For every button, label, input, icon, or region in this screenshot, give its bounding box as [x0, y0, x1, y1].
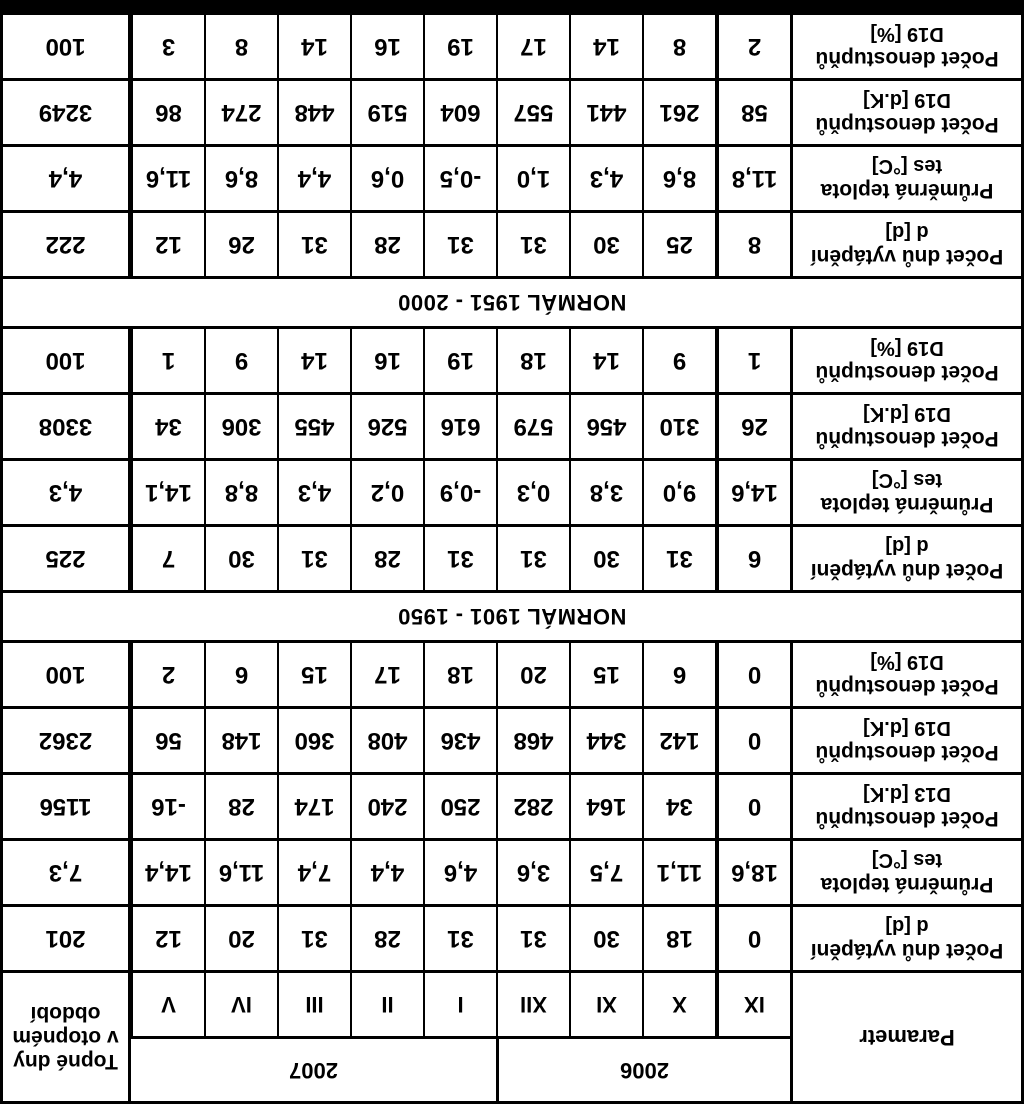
row-label [793, 213, 1021, 276]
table-cell: 616 [425, 395, 496, 458]
table-cell: 456 [571, 395, 642, 458]
row-label-symbol: D19 [d.K] [863, 402, 951, 425]
table-cell: 557 [498, 81, 569, 144]
table-cell: 30 [571, 907, 642, 970]
row-total: 100 [3, 15, 128, 78]
table-cell: 8,6 [206, 147, 277, 210]
row-label-symbol: D13 [d.K] [863, 782, 951, 805]
table-cell: 26 [719, 395, 790, 458]
table-cell: 4,3 [279, 461, 350, 524]
table-cell: 6 [644, 643, 715, 706]
table-cell: 34 [644, 775, 715, 838]
table-cell: 360 [279, 709, 350, 772]
table-cell: 8 [644, 15, 715, 78]
row-label-name: Počet dnů vytápění [810, 245, 1004, 269]
table-cell: 9 [206, 329, 277, 392]
table-cell: 519 [352, 81, 423, 144]
table-cell: 18 [644, 907, 715, 970]
table-cell: 4,4 [279, 147, 350, 210]
row-label-symbol: D19 [d.K] [863, 88, 951, 111]
month-header-xi: XI [571, 973, 642, 1036]
table-cell: 17 [352, 643, 423, 706]
row-total: 7,3 [3, 841, 128, 904]
table-cell: 3 [133, 15, 204, 78]
table-cell: 14 [279, 329, 350, 392]
table-cell: 14,6 [719, 461, 790, 524]
table-cell: 28 [352, 213, 423, 276]
table-cell: 261 [644, 81, 715, 144]
row-total: 4,3 [3, 461, 128, 524]
month-header-ix: IX [719, 973, 790, 1036]
table-cell: 11,1 [644, 841, 715, 904]
table-cell: 30 [206, 527, 277, 590]
row-label [793, 527, 1021, 590]
table-cell: 15 [279, 643, 350, 706]
table-cell: 14,4 [133, 841, 204, 904]
table-cell: 7,5 [571, 841, 642, 904]
table-cell: 11,8 [719, 147, 790, 210]
month-header-v: V [133, 973, 204, 1036]
table-cell: 31 [279, 907, 350, 970]
table-cell: 250 [425, 775, 496, 838]
table-cell: 1 [719, 329, 790, 392]
table-cell: 18 [425, 643, 496, 706]
table-cell: 20 [498, 643, 569, 706]
row-label-symbol: d [d] [885, 534, 929, 557]
row-label [793, 461, 1021, 524]
table-cell: 0 [719, 907, 790, 970]
row-label-symbol: D19 [%] [870, 650, 944, 673]
row-label [793, 329, 1021, 392]
table-cell: 240 [352, 775, 423, 838]
year-header-2006: 2006 [499, 1039, 790, 1101]
table-cell: -0,9 [425, 461, 496, 524]
row-label-name: Počet dnů vytápění [810, 939, 1004, 963]
row-label-symbol: D19 [%] [870, 336, 944, 359]
table-cell: 306 [206, 395, 277, 458]
row-label-symbol: D19 [d.K] [863, 716, 951, 739]
table-cell: 310 [644, 395, 715, 458]
row-total: 201 [3, 907, 128, 970]
table-cell: 14 [279, 15, 350, 78]
table-cell: 31 [279, 527, 350, 590]
table-cell: 8,6 [644, 147, 715, 210]
table-cell: 11,6 [133, 147, 204, 210]
row-label [793, 841, 1021, 904]
table-cell: 148 [206, 709, 277, 772]
row-label [793, 15, 1021, 78]
table-cell: 448 [279, 81, 350, 144]
row-label-name: Průměrná teplota [820, 179, 994, 203]
table-cell: 2 [133, 643, 204, 706]
table-cell: 6 [206, 643, 277, 706]
table-cell: 19 [425, 15, 496, 78]
row-label-name: Průměrná teplota [820, 873, 994, 897]
row-label-symbol: d [d] [885, 220, 929, 243]
table-cell: 31 [279, 213, 350, 276]
table-cell: 12 [133, 213, 204, 276]
row-total: 100 [3, 329, 128, 392]
table-cell: 274 [206, 81, 277, 144]
table-cell: 17 [498, 15, 569, 78]
row-label [793, 81, 1021, 144]
table-cell: 16 [352, 329, 423, 392]
row-label [793, 395, 1021, 458]
section-title: NORMÁL 1901 - 1950 [3, 593, 1021, 640]
table-cell: 1 [133, 329, 204, 392]
row-label-name: Počet denostupňů [815, 807, 999, 831]
table-cell: 6 [719, 527, 790, 590]
row-label-symbol: tes [°C] [871, 154, 943, 177]
row-label [793, 643, 1021, 706]
row-total: 3308 [3, 395, 128, 458]
table-cell: 7,4 [279, 841, 350, 904]
row-label-name: Počet denostupňů [815, 741, 999, 765]
month-header-ii: II [352, 973, 423, 1036]
table-cell: 28 [206, 775, 277, 838]
month-header-i: I [425, 973, 496, 1036]
parameter-header: Parametr [793, 973, 1021, 1101]
table-cell: 174 [279, 775, 350, 838]
row-total: 222 [3, 213, 128, 276]
table-cell: 56 [133, 709, 204, 772]
row-label-name: Průměrná teplota [820, 493, 994, 517]
table-cell: 14 [571, 15, 642, 78]
table-cell: 19 [425, 329, 496, 392]
table-cell: 1,0 [498, 147, 569, 210]
table-cell: 0 [719, 643, 790, 706]
month-header-x: X [644, 973, 715, 1036]
table-cell: 14,1 [133, 461, 204, 524]
table-cell: 0 [719, 709, 790, 772]
month-header-iii: III [279, 973, 350, 1036]
table-cell: 2 [719, 15, 790, 78]
table-cell: 604 [425, 81, 496, 144]
table-cell: 31 [498, 527, 569, 590]
table-cell: 31 [425, 527, 496, 590]
table-cell: 455 [279, 395, 350, 458]
row-label-name: Počet denostupňů [815, 361, 999, 385]
table-cell: 4,3 [571, 147, 642, 210]
table-cell: 7 [133, 527, 204, 590]
row-total: 3249 [3, 81, 128, 144]
table-cell: 408 [352, 709, 423, 772]
table-cell: 15 [571, 643, 642, 706]
table-cell: 31 [425, 213, 496, 276]
table-cell: 9,0 [644, 461, 715, 524]
table-cell: 14 [571, 329, 642, 392]
table-cell: 0,6 [352, 147, 423, 210]
table-cell: 86 [133, 81, 204, 144]
row-total: 1156 [3, 775, 128, 838]
row-label-name: Počet denostupňů [815, 47, 999, 71]
table-cell: 0,2 [352, 461, 423, 524]
table-cell: 31 [498, 213, 569, 276]
table-cell: 8,8 [206, 461, 277, 524]
table-cell: 12 [133, 907, 204, 970]
table-cell: 282 [498, 775, 569, 838]
table-cell: 31 [425, 907, 496, 970]
table-cell: 0,3 [498, 461, 569, 524]
table-cell: 4,4 [352, 841, 423, 904]
row-total: 2362 [3, 709, 128, 772]
table-cell: 31 [644, 527, 715, 590]
table-cell: -16 [133, 775, 204, 838]
row-label-name: Počet dnů vytápění [810, 559, 1004, 583]
table-cell: 8 [206, 15, 277, 78]
table-cell: 30 [571, 527, 642, 590]
table-cell: 4,6 [425, 841, 496, 904]
table-cell: 18 [498, 329, 569, 392]
table-cell: 468 [498, 709, 569, 772]
table-cell: 8 [719, 213, 790, 276]
table-cell: 30 [571, 213, 642, 276]
row-total: 100 [3, 643, 128, 706]
table-cell: 579 [498, 395, 569, 458]
row-label [793, 907, 1021, 970]
table-cell: 20 [206, 907, 277, 970]
table-cell: 26 [206, 213, 277, 276]
total-header-line: Topné dny [13, 1050, 118, 1074]
table-cell: 18,6 [719, 841, 790, 904]
row-label [793, 147, 1021, 210]
table-cell: 344 [571, 709, 642, 772]
row-label-name: Počet denostupňů [815, 675, 999, 699]
table-cell: 526 [352, 395, 423, 458]
table-cell: 28 [352, 907, 423, 970]
table-cell: 16 [352, 15, 423, 78]
table-cell: 25 [644, 213, 715, 276]
table-cell: 164 [571, 775, 642, 838]
table-cell: 3,6 [498, 841, 569, 904]
table-cell: 11,6 [206, 841, 277, 904]
row-total: 4,4 [3, 147, 128, 210]
table-cell: 3,8 [571, 461, 642, 524]
table-cell: -0,5 [425, 147, 496, 210]
total-header-line: období [30, 1001, 101, 1025]
month-header-xii: XII [498, 973, 569, 1036]
total-header-line: v otopném [12, 1026, 119, 1050]
row-label [793, 709, 1021, 772]
row-label-name: Počet denostupňů [815, 427, 999, 451]
table-cell: 9 [644, 329, 715, 392]
section-title: NORMÁL 1951 - 2000 [3, 279, 1021, 326]
row-label-symbol: tes [°C] [871, 848, 943, 871]
heating-season-total-header [3, 973, 128, 1101]
row-label-symbol: d [d] [885, 914, 929, 937]
month-header-iv: IV [206, 973, 277, 1036]
row-label-symbol: tes [°C] [871, 468, 943, 491]
row-label-symbol: D19 [%] [870, 22, 944, 45]
table-cell: 34 [133, 395, 204, 458]
table-cell: 436 [425, 709, 496, 772]
table-cell: 441 [571, 81, 642, 144]
row-total: 225 [3, 527, 128, 590]
row-label-name: Počet denostupňů [815, 113, 999, 137]
year-header-2007: 2007 [131, 1039, 496, 1101]
table-cell: 31 [498, 907, 569, 970]
row-label [793, 775, 1021, 838]
table-cell: 142 [644, 709, 715, 772]
table-cell: 58 [719, 81, 790, 144]
table-cell: 0 [719, 775, 790, 838]
table-cell: 28 [352, 527, 423, 590]
